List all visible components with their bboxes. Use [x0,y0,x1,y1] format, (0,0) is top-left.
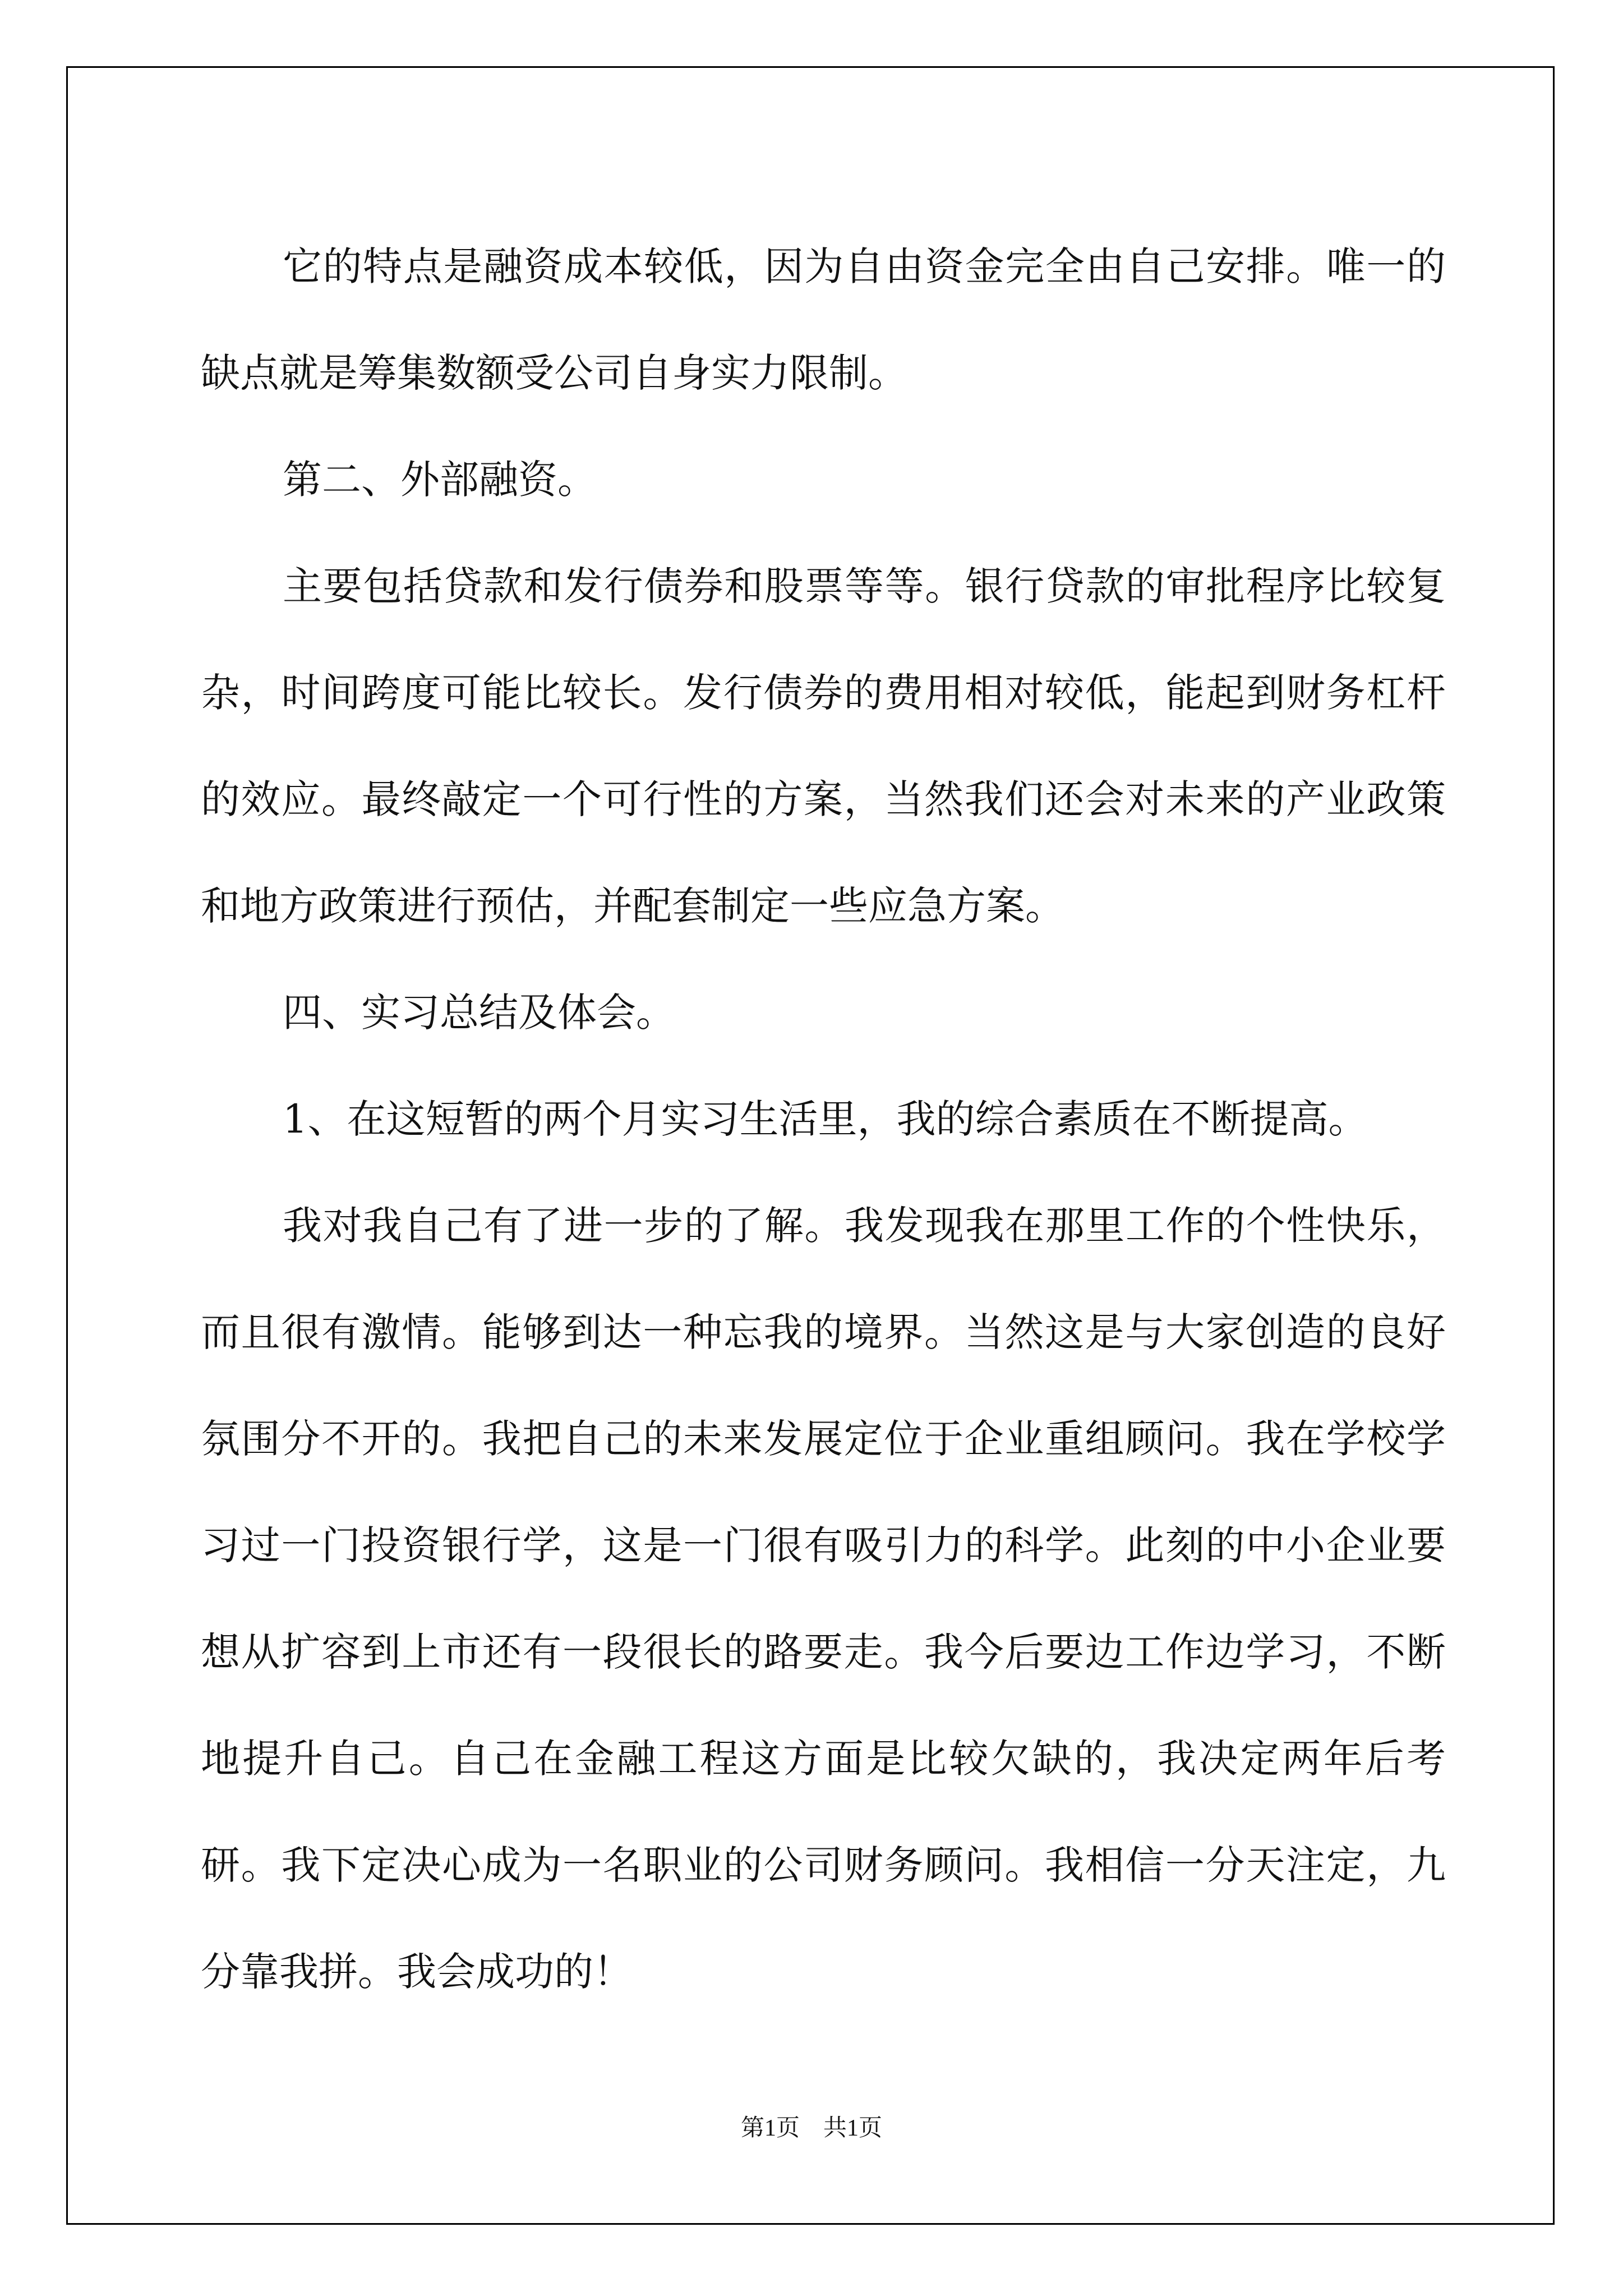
paragraph: 1、在这短暂的两个月实习生活里，我的综合素质在不断提高。 [283,1096,1368,1142]
paragraph: 我对我自己有了进一步的了解。我发现我在那里工作的个性快乐，而且很有激情。能够到达一种忘我的境界。当然这是与大家创造的良好氛围分不开的。我把自己的未来发展定位于企业重组顾问。我在学校学习过一门投资银行学，这是一门很有吸引力的科学。此刻的中小企业要想从扩容到上市还有一段很长的路要走。我今后要边工作边学习，不断地提升自己。自己在金融工程这方面是比较欠缺的，我决定两年后考研。我下定决心成为一名职业的公司财务顾问。我相信一分天注定，九分靠我拼。我会成功的！ [201,1203,1446,1995]
section-heading: 四、实习总结及体会。 [283,990,675,1036]
paragraph: 它的特点是融资成本较低，因为自由资金完全由自己安排。唯一的缺点就是筹集数额受公司自身实力限制。 [201,243,1446,396]
section-heading: 第二、外部融资。 [283,457,597,503]
paragraph: 主要包括贷款和发行债券和股票等等。银行贷款的审批程序比较复杂，时间跨度可能比较长。发行债券的费用相对较低，能起到财务杠杆的效应。最终敲定一个可行性的方案，当然我们还会对未来的产业政策和地方政策进行预估，并配套制定一些应急方案。 [201,563,1446,929]
page-number-footer: 第1页 共1页 [740,2115,882,2141]
document-body [201,213,1446,2025]
